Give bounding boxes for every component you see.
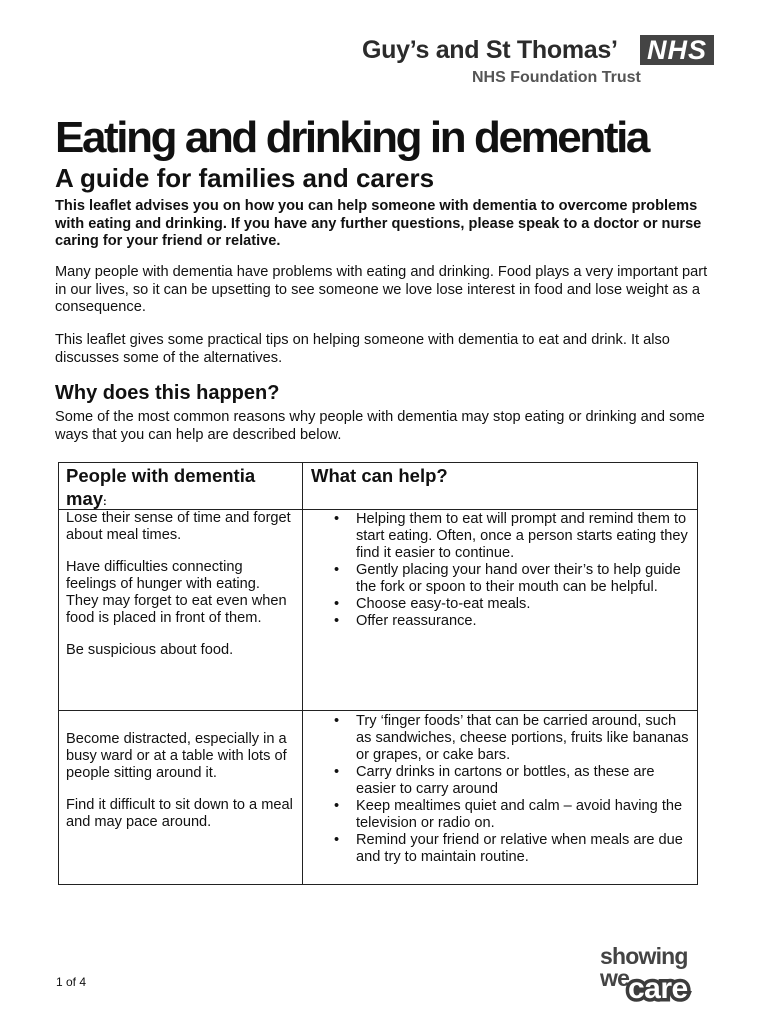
body-paragraph-2: This leaflet gives some practical tips on helping someone with dementia to eat and drink. It also discusses some of the alternatives.: [55, 332, 670, 366]
row-divider: [59, 710, 697, 711]
document-title: Eating and drinking in dementia: [55, 113, 648, 162]
bullet-icon: •: [334, 596, 340, 612]
help-text: Remind your friend or relative when meals are due and try to maintain routine.: [356, 832, 683, 865]
bullet-icon: •: [334, 713, 340, 729]
table-header-left: [66, 464, 291, 514]
logo-line-we: we: [600, 965, 630, 991]
symptom-text: Have difficulties connecting feelings of hunger with eating. They may forget to eat even when food is placed in front of them.: [66, 559, 287, 626]
symptom-text: Lose their sense of time and forget about meal times.: [66, 510, 291, 543]
help-text: Choose easy-to-eat meals.: [356, 596, 531, 612]
bullet-icon: •: [334, 798, 340, 814]
reasons-table: [58, 462, 698, 885]
table-cell-right: [311, 713, 691, 866]
symptom-text: Become distracted, especially in a busy ward or at a table with lots of people sitting around it.: [66, 731, 287, 781]
symptom-text: Find it difficult to sit down to a meal and may pace around.: [66, 797, 293, 830]
help-list: [311, 511, 691, 630]
table-header-colon: :: [103, 496, 107, 508]
help-list: [311, 713, 691, 866]
list-item: [311, 562, 691, 596]
bullet-icon: •: [334, 562, 340, 578]
list-item: [311, 764, 691, 798]
trust-name: Guy’s and St Thomas’: [362, 36, 618, 64]
section-intro: Some of the most common reasons why people with dementia may stop eating or drinking and some ways that you can help are described below.: [55, 409, 705, 443]
help-text: Carry drinks in cartons or bottles, as these are easier to carry around: [356, 764, 655, 797]
intro-paragraph: This leaflet advises you on how you can help someone with dementia to overcome problems with eating and drinking. If you have any further questions, please speak to a doctor or nurse caring for your friend or relative.: [55, 198, 702, 249]
table-cell-left: [66, 731, 294, 846]
bullet-icon: •: [334, 832, 340, 848]
table-header-right: What can help?: [311, 465, 448, 486]
page-number: 1 of 4: [56, 975, 87, 989]
list-item: [311, 596, 691, 613]
table-cell-right: [311, 511, 691, 630]
logo-line-showing: showing: [600, 943, 688, 969]
list-item: [311, 613, 691, 630]
symptom-text: Be suspicious about food.: [66, 642, 234, 658]
list-item: [311, 511, 691, 562]
logo-line-care: care: [628, 972, 688, 1005]
help-text: Offer reassurance.: [356, 613, 477, 629]
list-item: [311, 713, 691, 764]
nhs-logo: NHS: [640, 35, 714, 65]
help-text: Helping them to eat will prompt and remind them to start eating. Often, once a person starts eating they find it easier to continue.: [356, 511, 688, 561]
trust-header: [358, 28, 718, 92]
section-heading: Why does this happen?: [55, 382, 280, 404]
bullet-icon: •: [334, 613, 340, 629]
column-divider: [302, 463, 303, 884]
list-item: [311, 832, 691, 866]
showing-we-care-logo: [598, 940, 718, 1004]
document-subtitle: A guide for families and carers: [55, 163, 435, 193]
table-header-left-text: People with dementia may: [66, 465, 256, 509]
bullet-icon: •: [334, 764, 340, 780]
table-cell-left: [66, 510, 294, 674]
help-text: Try ‘finger foods’ that can be carried around, such as sandwiches, cheese portions, fruits like bananas or grapes, or cake bars.: [356, 713, 689, 763]
help-text: Gently placing your hand over their’s to help guide the fork or spoon to their mouth can be helpful.: [356, 562, 681, 595]
body-paragraph-1: Many people with dementia have problems with eating and drinking. Food plays a very important part in our lives, so it can be upsetting to see someone we love lose interest in food and lose weight as a consequence.: [55, 264, 708, 315]
trust-subtitle: NHS Foundation Trust: [472, 69, 641, 86]
help-text: Keep mealtimes quiet and calm – avoid having the television or radio on.: [356, 798, 683, 831]
bullet-icon: •: [334, 511, 340, 527]
list-item: [311, 798, 691, 832]
